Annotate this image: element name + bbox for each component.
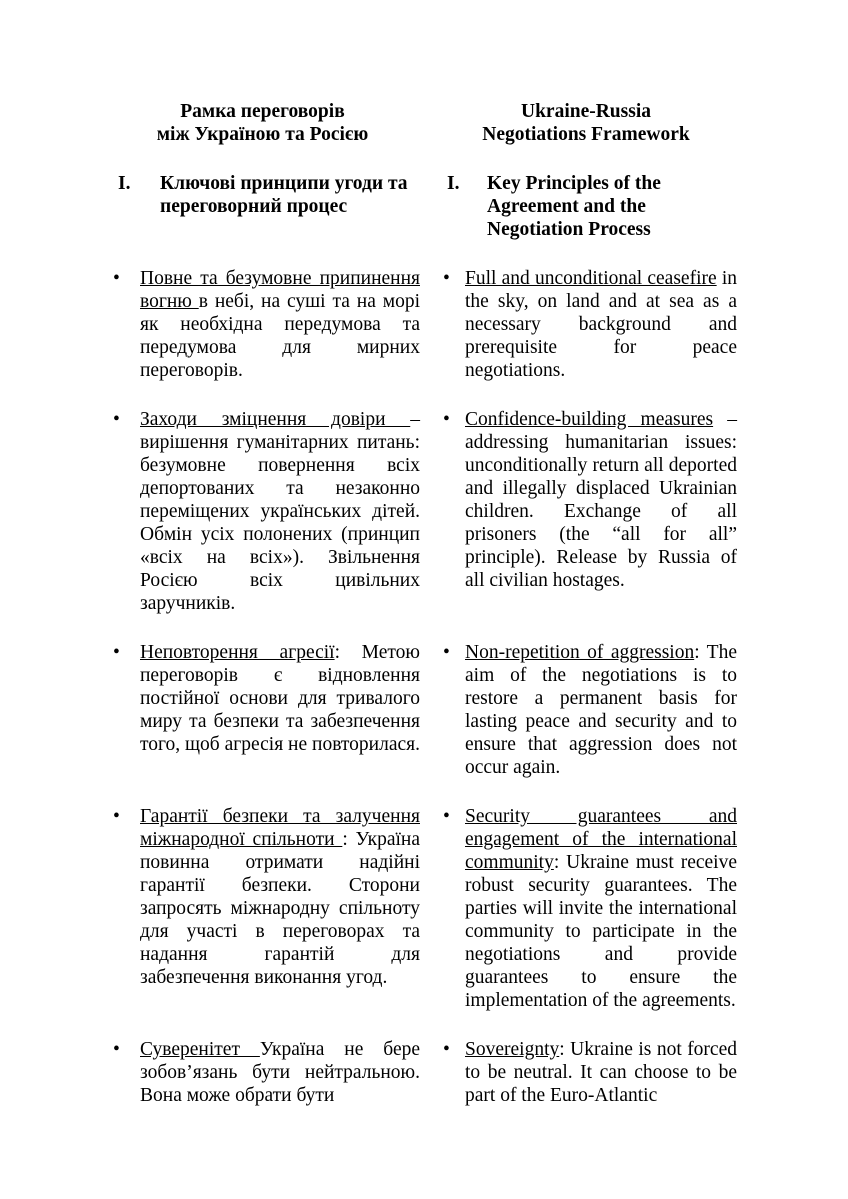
- bullet-body: в небі, на суші та на морі як необхідна передумова та передумова для мирних переговорів.: [140, 291, 420, 381]
- section-heading-ukrainian-text: Ключові принципи угоди та переговорний процес: [160, 173, 408, 217]
- bullet-lead-underlined: Повне та безумовне припинення вогню: [140, 268, 420, 312]
- bullet-ukrainian-sovereignty: [105, 1038, 420, 1107]
- bullet-body: : Ukraine must receive robust security guarantees. The parties will invite the international community to participate in the negotiations and provide guarantees to ensure the implementation of the agreements.: [465, 852, 737, 1011]
- bullet-ukrainian-security-guarantees: [105, 805, 420, 1012]
- bullet-body: in the sky, on land and at sea as a necessary background and prerequisite for peace negotiations.: [465, 268, 737, 381]
- bullet-lead-underlined: Заходи зміцнення довіри: [140, 409, 411, 430]
- title-ukrainian-line2: між Україною та Росією: [156, 124, 369, 145]
- bullet-body: Україна не бере зобов’язань бути нейтральною. Вона може обрати бути: [140, 1039, 420, 1106]
- bullet-icon: •: [443, 1039, 450, 1060]
- bullet-body: – addressing humanitarian issues: unconditionally return all deported and illegally displaced Ukrainian children. Exchange of all prisoners (the “all for all” principle). Release by Russia of all civilian hostages.: [465, 409, 737, 591]
- bullet-english-sovereignty: [435, 1038, 737, 1107]
- bullet-ukrainian-confidence-building: [105, 408, 420, 615]
- two-column-content: [105, 100, 737, 1107]
- bullet-icon: •: [113, 268, 120, 289]
- bullet-lead-underlined: Security guarantees and engagement of the international community: [465, 806, 737, 873]
- bullet-lead-underlined: Non-repetition of aggression: [465, 642, 695, 663]
- bullet-english-security-guarantees: [435, 805, 737, 1012]
- bullet-english-confidence-building: [435, 408, 737, 615]
- title-english-line2: Negotiations Framework: [482, 124, 690, 145]
- section-heading-english-text: Key Principles of the Agreement and the Negotiation Process: [487, 173, 661, 240]
- bullet-icon: •: [113, 642, 120, 663]
- bullet-lead-underlined: Full and unconditional ceasefire: [465, 268, 717, 289]
- bullet-lead-underlined: Гарантії безпеки та залучення міжнародної спільноти: [140, 806, 420, 850]
- bullet-icon: •: [443, 806, 450, 827]
- bullet-ukrainian-non-repetition: [105, 641, 420, 779]
- bullet-lead-underlined: Sovereignty: [465, 1039, 560, 1060]
- title-english-line1: Ukraine-Russia: [520, 101, 652, 122]
- bullet-icon: •: [443, 642, 450, 663]
- bullet-body: : The aim of the negotiations is to restore a permanent basis for lasting peace and security and to ensure that aggression does not occur again.: [465, 642, 737, 778]
- title-english: [435, 100, 737, 146]
- title-ukrainian-line1: Рамка переговорів: [180, 101, 345, 122]
- bullet-lead-underlined: Неповторення агресії: [140, 642, 335, 663]
- bullet-english-non-repetition: [435, 641, 737, 779]
- bullet-body: – вирішення гуманітарних питань: безумовне повернення всіх депортованих та незаконно переміщених українських дітей. Обмін усіх полонених (принцип «всіх на всіх»). Звільнення Росією всіх цивільних заручників.: [140, 409, 420, 614]
- bullet-body: : Метою переговорів є відновлення постійної основи для тривалого миру та безпеки та забезпечення того, щоб агресія не повторилася.: [140, 642, 421, 755]
- section-number-ukrainian: I.: [118, 173, 131, 194]
- title-ukrainian: [105, 100, 420, 146]
- bullet-body: : Україна повинна отримати надійні гарантії безпеки. Сторони запросять міжнародну спільноту для участі в переговорах та надання гарантій для забезпечення виконання угод.: [140, 829, 420, 988]
- section-number-english: I.: [447, 173, 460, 194]
- bullet-icon: •: [113, 806, 120, 827]
- bullet-lead-underlined: Confidence-building measures: [465, 409, 714, 430]
- section-heading-english: [435, 172, 737, 241]
- bullet-ukrainian-ceasefire: [105, 267, 420, 382]
- bullet-icon: •: [443, 268, 450, 289]
- bullet-icon: •: [113, 1039, 120, 1060]
- bullet-lead-underlined: Суверенітет: [140, 1039, 260, 1060]
- bullet-body: : Ukraine is not forced to be neutral. It can choose to be part of the Euro-Atlantic: [465, 1039, 737, 1106]
- bullet-icon: •: [113, 409, 120, 430]
- section-heading-ukrainian: [105, 172, 420, 241]
- bullet-icon: •: [443, 409, 450, 430]
- bullet-english-ceasefire: [435, 267, 737, 382]
